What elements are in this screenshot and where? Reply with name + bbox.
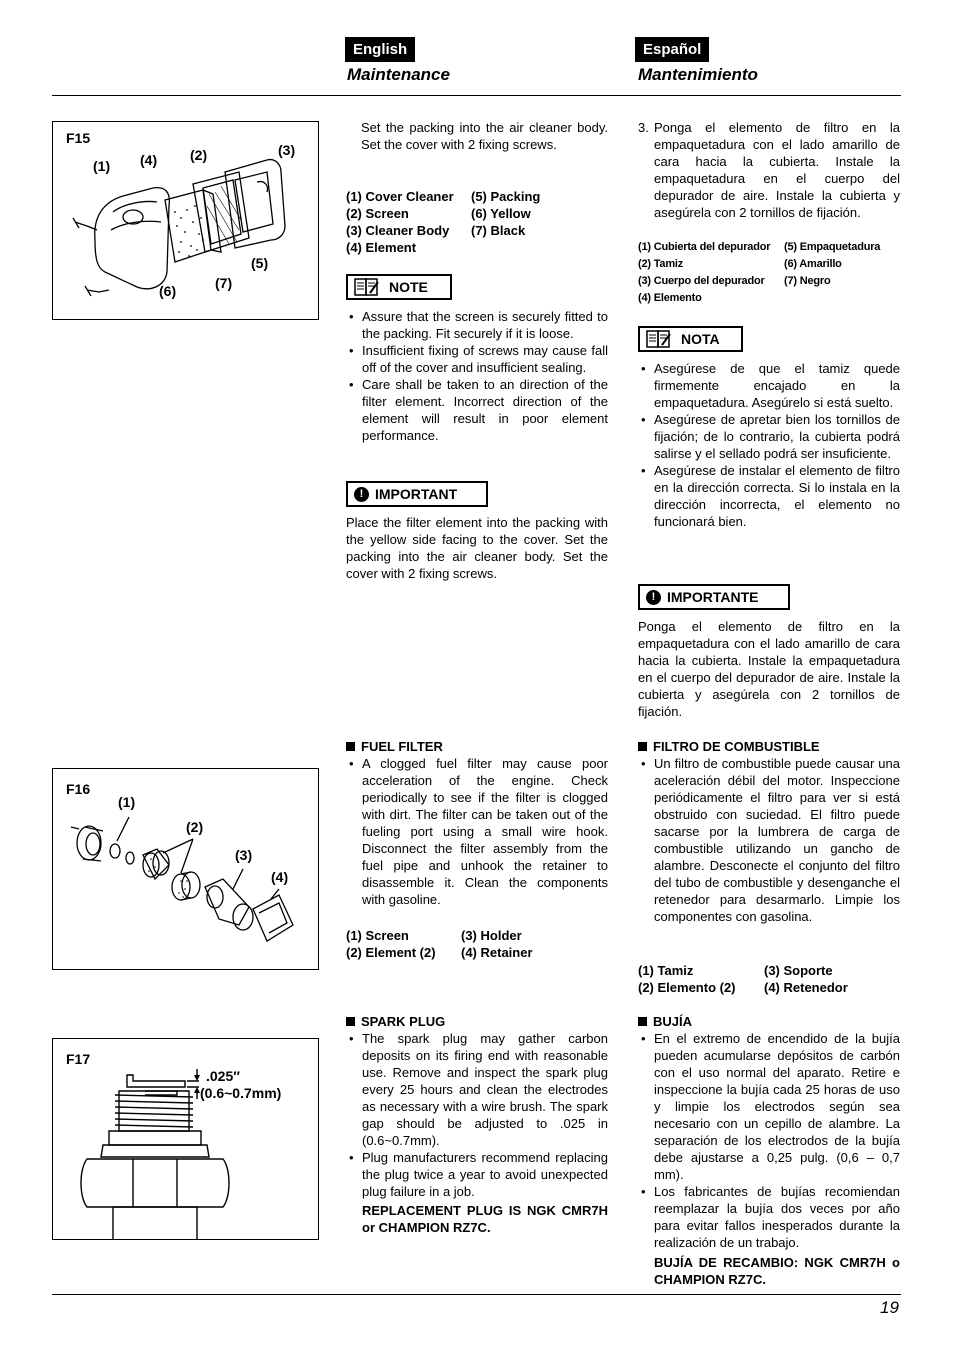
es-note-item: • Asegúrese de apretar bien los tornillos de fijación; de lo contrario, la cubierta podrá salirse y el sellado podrá ser insuficiente. — [638, 411, 900, 462]
figure-f16-fuel-filter — [52, 768, 319, 970]
es-air-cleaner-intro: Ponga el elemento de filtro en la empaquetadura con el lado amarillo de cara hacia la cubierta. Instale la empaquetadura en el cuerpo del depurador de aire. Instale la cubierta y asegúrela con 2 tornillos de fijación. — [654, 120, 900, 220]
en-important-label: IMPORTANT — [375, 485, 458, 502]
es-note-item: • Asegúrese de que el tamiz quede firmemente encajado en la empaquetadura. Asegúrelo si está suelto. — [638, 360, 900, 411]
f16-callout-1: (1) — [118, 794, 136, 810]
figure-f15-label: F15 — [66, 130, 91, 146]
es-air-cleaner-legend — [638, 239, 900, 307]
en-note-label: NOTE — [389, 278, 428, 295]
f15-callout-1: (1) — [93, 158, 111, 174]
en-legend-item: (3) Holder — [461, 928, 522, 943]
es-legend-item: (3) Cuerpo del depurador — [638, 275, 765, 287]
es-spark-plug-heading — [638, 1013, 692, 1030]
f15-callout-5: (5) — [251, 255, 269, 271]
en-note-item: • Care shall be taken to an direction of the filter element. Incorrect direction of the element will result in poor element performance. — [346, 376, 608, 444]
en-legend-item: (5) Packing — [471, 189, 541, 204]
note-icon — [646, 330, 672, 348]
en-note-list — [346, 308, 608, 444]
es-important-text: Ponga el elemento de filtro en la empaquetadura con el lado amarillo de cara hacia la cubierta. Instale la empaquetadura en el cuerpo del depurador de aire. Instale la cubierta y asegúrela con 2 tornillos de fijación. — [638, 619, 900, 719]
exclamation-icon: ! — [354, 487, 369, 502]
f17-gap-millimeters: (0.6~0.7mm) — [200, 1085, 282, 1101]
es-fuel-filter-heading-text: FILTRO DE COMBUSTIBLE — [653, 739, 820, 754]
square-bullet-icon — [638, 1017, 647, 1026]
en-spark-plug-item: • Plug manufacturers recommend replacing the plug twice a year to avoid unexpected plug failure in a job. — [346, 1149, 608, 1200]
es-spark-plug-item: • En el extremo de encendido de la bujía pueden acumularse depósitos de carbón con el uso normal del aparato. Retire e inspeccione la bujía cada 25 horas de uso y limpie los electrodos según sea necesario con un cepillo de alambre. La separación de los electrodos de la bujía debe ajustarse a 0,25 pulg. (0,6 – 0,7 mm). — [638, 1030, 900, 1183]
en-legend-item: (7) Black — [471, 223, 526, 238]
spanish-section-title: Mantenimiento — [638, 65, 758, 84]
en-legend-item: (4) Retainer — [461, 945, 533, 960]
en-air-cleaner-legend — [346, 188, 608, 256]
en-fuel-filter-heading — [346, 738, 443, 755]
f16-callout-4: (4) — [271, 869, 289, 885]
spark-plug-illustration — [53, 1039, 318, 1239]
header-rule — [52, 95, 901, 96]
es-fuel-filter-list — [638, 755, 900, 925]
es-legend-item: (1) Tamiz — [638, 963, 694, 978]
figure-f17-label: F17 — [66, 1051, 91, 1067]
es-legend-item: (6) Amarillo — [784, 258, 842, 270]
en-legend-item: (4) Element — [346, 240, 417, 255]
es-legend-item: (4) Retenedor — [764, 980, 848, 995]
es-legend-item: (5) Empaquetadura — [784, 241, 881, 253]
es-spark-plug-item: • Los fabricantes de bujías recomiendan reemplazar la bujía dos veces por año para evitar fallos inesperados durante la realización de un trabajo. — [638, 1183, 900, 1251]
es-important-label: IMPORTANTE — [667, 588, 759, 605]
en-air-cleaner-intro: Set the packing into the air cleaner body. Set the cover with 2 fixing screws. — [361, 120, 608, 152]
es-note-callout — [638, 326, 743, 352]
es-fuel-filter-legend — [638, 962, 900, 996]
es-legend-item: (1) Cubierta del depurador — [638, 241, 771, 253]
en-legend-item: (2) Element (2) — [346, 945, 436, 960]
en-spark-plug-heading-text: SPARK PLUG — [361, 1014, 446, 1029]
es-legend-item: (4) Elemento — [638, 292, 702, 304]
es-note-label: NOTA — [681, 330, 720, 347]
figure-f15-air-cleaner — [52, 121, 319, 320]
page-number: 19 — [880, 1298, 899, 1317]
es-legend-item: (3) Soporte — [764, 963, 833, 978]
es-legend-item — [784, 290, 900, 307]
en-spark-plug-list — [346, 1030, 608, 1200]
en-legend-item: (6) Yellow — [471, 206, 531, 221]
en-fuel-filter-heading-text: FUEL FILTER — [361, 739, 443, 754]
en-note-item: • Insufficient fixing of screws may cause fall off of the cover and insufficient sealing. — [346, 342, 608, 376]
f15-callout-2: (2) — [190, 147, 208, 163]
es-spark-plug-heading-text: BUJÍA — [653, 1014, 693, 1029]
es-legend-item: (2) Elemento (2) — [638, 980, 736, 995]
es-legend-item: (7) Negro — [784, 275, 831, 287]
en-legend-item: (1) Cover Cleaner — [346, 189, 454, 204]
es-important-callout — [638, 584, 790, 610]
f15-callout-7: (7) — [215, 275, 233, 291]
footer-rule — [52, 1294, 901, 1295]
figure-f17-spark-plug — [52, 1038, 319, 1240]
square-bullet-icon — [346, 1017, 355, 1026]
fuel-filter-exploded-illustration — [53, 769, 318, 969]
es-note-item: • Asegúrese de instalar el elemento de filtro en la dirección correcta. Si lo instala en la dirección incorrecta, el elemento no funcionará bien. — [638, 462, 900, 530]
en-legend-item: (2) Screen — [346, 206, 409, 221]
air-cleaner-exploded-illustration — [53, 122, 318, 319]
en-fuel-filter-text: • A clogged fuel filter may cause poor acceleration of the engine. Check periodically to see if the filter is clogged with dirt. The filter can be taken out of the fueling port using a small wire hook. Disconnect the filter assembly from the fuel pipe and unhook the retainer to disassemble it. Clean the components with gasoline. — [346, 755, 608, 908]
square-bullet-icon — [346, 742, 355, 751]
es-fuel-filter-heading — [638, 738, 820, 755]
es-legend-item: (2) Tamiz — [638, 258, 684, 270]
f15-callout-4: (4) — [140, 152, 158, 168]
f15-callout-6: (6) — [159, 283, 177, 299]
en-spark-plug-item: • The spark plug may gather carbon deposits on its firing end with reasonable use. Remove and inspect the spark plug every 25 hours and clean the electrodes as necessary with a wire brush. The spark gap should be adjusted to .025 in (0.6~0.7mm). — [346, 1030, 608, 1149]
f17-gap-inches: .025″ — [206, 1068, 240, 1084]
es-spark-plug-list — [638, 1030, 900, 1251]
es-fuel-filter-text: • Un filtro de combustible puede causar una aceleración débil del motor. Inspeccione periódicamente el filtro para ver si está obstruido con suciedad. El filtro puede sacarse por la lumbrera de carga de combustible utilizando un gancho de alambre. Desconecte el conjunto del filtro del tubo de combustible y desenganche el retenedor para desarmarlo. Limpie los componentes con gasolina. — [638, 755, 900, 925]
exclamation-icon: ! — [646, 590, 661, 605]
en-replacement-plug: REPLACEMENT PLUG IS NGK CMR7H or CHAMPION RZ7C. — [362, 1203, 608, 1235]
en-legend-item — [471, 239, 608, 256]
f15-callout-3: (3) — [278, 142, 296, 158]
square-bullet-icon — [638, 742, 647, 751]
es-replacement-plug: BUJÍA DE RECAMBIO: NGK CMR7H o CHAMPION RZ7C. — [654, 1255, 900, 1287]
f16-callout-3: (3) — [235, 847, 253, 863]
figure-f16-label: F16 — [66, 781, 91, 797]
en-legend-item: (1) Screen — [346, 928, 409, 943]
es-step-number: 3. — [638, 120, 649, 135]
en-fuel-filter-legend — [346, 927, 608, 961]
en-legend-item: (3) Cleaner Body — [346, 223, 450, 238]
en-note-callout — [346, 274, 452, 300]
spanish-language-tag: Español — [635, 37, 709, 62]
en-important-text: Place the filter element into the packing with the yellow side facing to the cover. Set the packing into the air cleaner body. Set the cover with 2 fixing screws. — [346, 515, 608, 581]
note-icon — [354, 278, 380, 296]
en-fuel-filter-list — [346, 755, 608, 908]
es-note-list — [638, 360, 900, 530]
english-section-title: Maintenance — [347, 65, 450, 84]
en-note-item: • Assure that the screen is securely fitted to the packing. Fit securely if it is loose. — [346, 308, 608, 342]
en-important-callout — [346, 481, 488, 507]
en-spark-plug-heading — [346, 1013, 445, 1030]
f16-callout-2: (2) — [186, 819, 204, 835]
english-language-tag: English — [345, 37, 415, 62]
